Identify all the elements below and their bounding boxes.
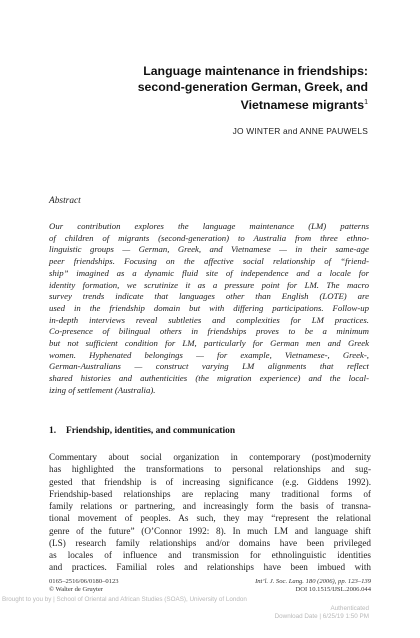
- journal-reference: Int’l. J. Soc. Lang. 180 (2006), pp. 123–139: [255, 578, 371, 585]
- body-line: family relations or partnering, and increasingly form the basis of transna-: [49, 501, 371, 511]
- doi-link[interactable]: DOI 10.1515/IJSL.2006.044: [295, 586, 371, 594]
- body-line: (LS) research family relationships and/or domains have been privileged: [49, 537, 371, 548]
- issn-code: 0165–2516/06/0180–0123: [49, 578, 119, 585]
- body-line: and practices. Familial roles and relationships have been imbued with: [49, 562, 371, 573]
- abstract-line: peer friendships. Focusing on the affective social relationship of “friend-: [49, 256, 369, 267]
- abstract-heading: Abstract: [49, 196, 81, 206]
- watermark-line: Authenticated: [330, 604, 369, 612]
- watermark-line: Brought to you by | School of Oriental and African Studies (SOAS), University of London: [2, 596, 247, 603]
- article-title: [68, 64, 368, 114]
- body-line: Commentary about social organization in contemporary (post)modernity: [49, 452, 371, 462]
- watermark-line: Download Date | 6/25/19 1:50 PM: [274, 613, 369, 621]
- abstract-line: identity formation, we scrutinize it as a pressure point for LM. The macro: [49, 279, 369, 290]
- title-line: Language maintenance in friendships:: [143, 64, 368, 78]
- title-footnote-mark[interactable]: 1: [364, 99, 368, 106]
- abstract-line: linguistic groups — German, Greek, and Vietnamese — in their same-age: [49, 244, 369, 255]
- abstract-line: Our contribution explores the language maintenance (LM) patterns: [49, 221, 369, 231]
- section-heading: [49, 426, 235, 436]
- abstract-line: used in the friendship domain but with differing participations. Follow-up: [49, 302, 369, 313]
- section-title: Friendship, identities, and communication: [66, 426, 236, 436]
- body-line: has highlighted the transformations to personal relationships and sug-: [49, 464, 371, 475]
- abstract-line: shared histories and authenticities (the migration experience) and the local-: [49, 373, 369, 384]
- abstract-line: women. Hyphenated belongings — for example, Vietnamese-, Greek-,: [49, 349, 369, 360]
- title-line-text: Vietnamese migrants: [240, 98, 365, 112]
- title-line: [68, 95, 368, 114]
- abstract-line: izing of settlement (Australia).: [49, 384, 156, 395]
- author-names: JO WINTER and ANNE PAUWELS: [232, 126, 368, 136]
- abstract-line: of children of migrants (second-generation) to Australia from three ethno-: [49, 232, 369, 243]
- body-line: gested that friendship is of increasing significance (e.g. Giddens 1992).: [49, 476, 371, 487]
- body-line: tional movement of peoples. As such, they may “represent the relational: [49, 513, 371, 524]
- body-line: genre of the future” (O’Connor 1992: 8). In much LM and language shift: [49, 525, 371, 536]
- abstract-line: but not sufficient condition for LM, particularly for German men and Greek: [49, 338, 369, 349]
- abstract-text: [49, 221, 369, 397]
- abstract-line: German-Australians — construct varying LM alignments that reflect: [49, 361, 369, 372]
- footer-row: [49, 578, 371, 586]
- title-line: second-generation German, Greek, and: [137, 79, 368, 94]
- footer-row: [49, 586, 371, 594]
- publisher-copyright: © Walter de Gruyter: [49, 586, 103, 594]
- page-footer: [49, 578, 371, 595]
- section-number: 1.: [49, 426, 57, 436]
- abstract-line: survey trends indicate that languages other than English (LOTE) are: [49, 291, 369, 302]
- body-line: Friendship-based relationships are replacing many traditional forms of: [49, 488, 371, 499]
- download-watermark: [0, 596, 420, 622]
- body-line: as locales of influence and transmission for ethnolinguistic identities: [49, 550, 371, 560]
- abstract-line: Co-presence of bilingual others in friendships proves to be a minimum: [49, 326, 369, 337]
- abstract-line: in-depth interviews reveal subtleties and complexities for LM practices.: [49, 314, 369, 325]
- body-text: [49, 451, 371, 574]
- abstract-line: ship” imagined as a dynamic fluid site of independence and a locale for: [49, 267, 369, 278]
